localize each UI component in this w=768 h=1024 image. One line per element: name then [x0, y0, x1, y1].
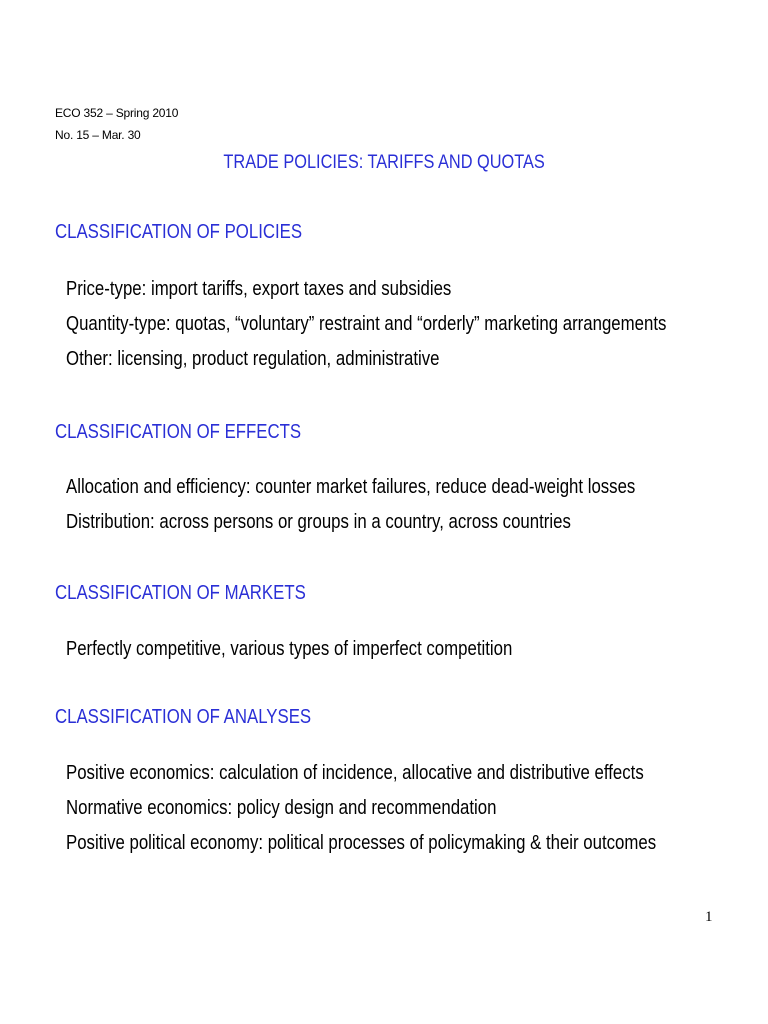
- section-line: Normative economics: policy design and recommendation: [66, 797, 497, 819]
- section-line: Distribution: across persons or groups in a country, across countries: [66, 511, 571, 533]
- section-heading-markets: CLASSIFICATION OF MARKETS: [55, 582, 306, 604]
- course-line: ECO 352 – Spring 2010: [55, 106, 179, 120]
- section-line: Price-type: import tariffs, export taxes and subsidies: [66, 278, 452, 300]
- section-heading-policies: CLASSIFICATION OF POLICIES: [55, 221, 303, 243]
- page-title: TRADE POLICIES: TARIFFS AND QUOTAS: [223, 152, 545, 173]
- section-heading-effects: CLASSIFICATION OF EFFECTS: [55, 421, 302, 443]
- section-body-policies: [66, 272, 666, 377]
- section-line: Allocation and efficiency: counter market failures, reduce dead-weight losses: [66, 476, 636, 498]
- section-line: Perfectly competitive, various types of imperfect competition: [66, 638, 513, 660]
- page-number: 1: [705, 909, 713, 925]
- section-line: Quantity-type: quotas, “voluntary” restraint and “orderly” marketing arrangements: [66, 313, 667, 335]
- course-header: [55, 102, 178, 146]
- section-body-effects: [66, 470, 635, 540]
- section-heading-analyses: CLASSIFICATION OF ANALYSES: [55, 706, 312, 728]
- section-line: Positive economics: calculation of incidence, allocative and distributive effects: [66, 762, 644, 784]
- section-line: Positive political economy: political processes of policymaking & their outcomes: [66, 832, 657, 854]
- section-body-markets: [66, 632, 512, 667]
- section-body-analyses: [66, 756, 656, 861]
- section-line: Other: licensing, product regulation, administrative: [66, 348, 440, 370]
- lecture-line: No. 15 – Mar. 30: [55, 128, 141, 142]
